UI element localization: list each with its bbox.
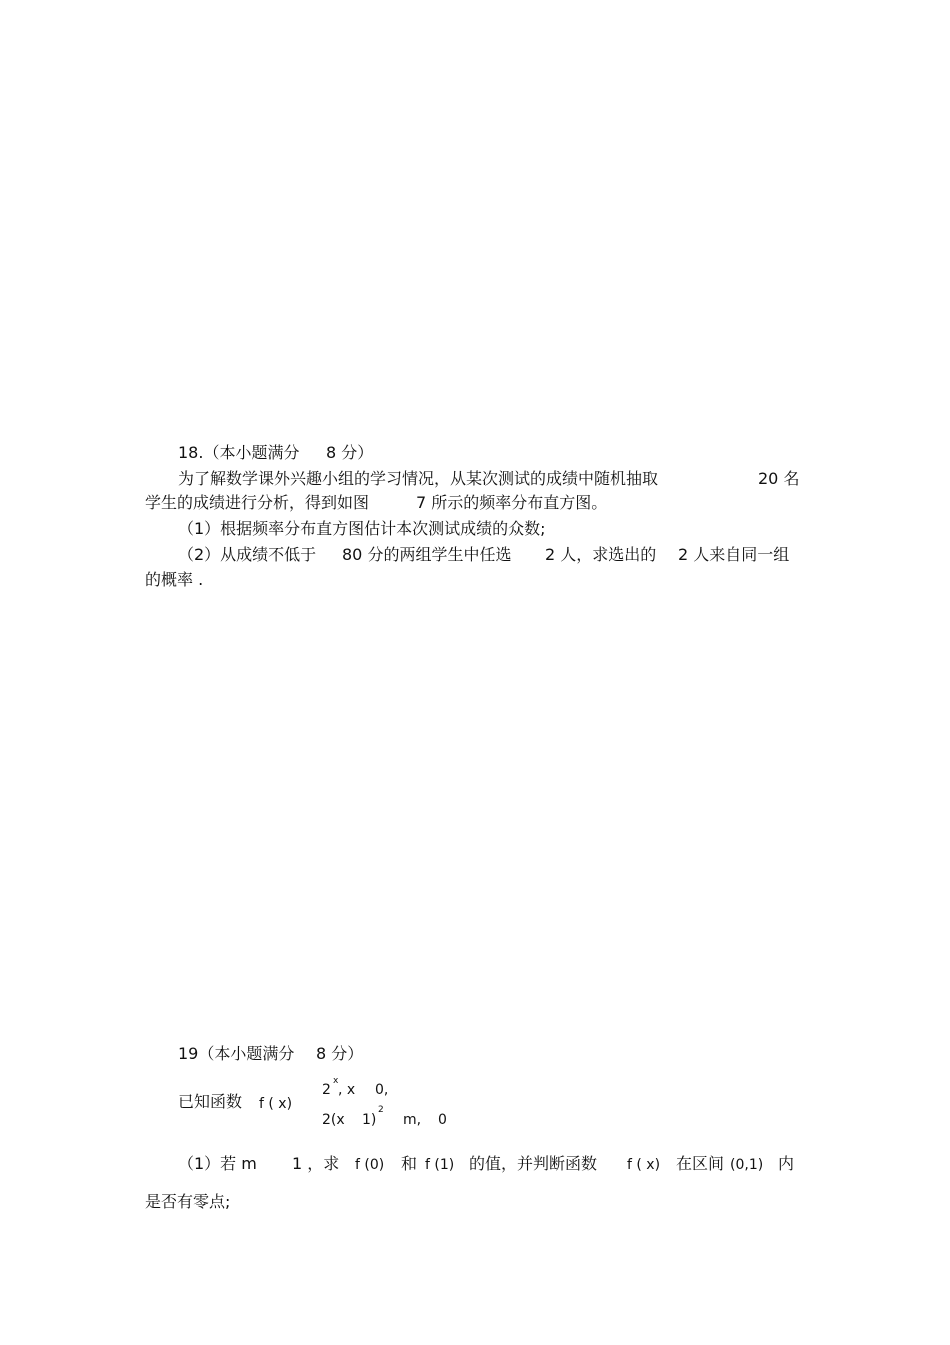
case2-b: 1) <box>362 1112 377 1128</box>
case2-exponent: 2 <box>378 1105 384 1115</box>
q18-part2-e: 的概率 . <box>145 570 204 589</box>
q18-part2-d: 2 人来自同一组 <box>678 545 790 564</box>
case1-exponent: x <box>333 1076 339 1086</box>
case2-c: m, <box>403 1112 422 1128</box>
case1-base: 2 <box>322 1082 331 1098</box>
q18-intro-line2: 学生的成绩进行分析，得到如图 <box>145 493 370 512</box>
q18-header: 18.（本小题满分 <box>178 443 300 462</box>
case1-condition: 0, <box>375 1082 389 1098</box>
q18-part2-a: （2）从成绩不低于 <box>178 545 317 564</box>
q19-part1-f: 的值，并判断函数 <box>469 1154 598 1173</box>
q19-part1-c: f (0) <box>355 1157 385 1173</box>
q19-part1-e: f (1) <box>425 1157 455 1173</box>
q18-score: 8 分） <box>326 443 374 462</box>
case1-var: , x <box>338 1082 356 1098</box>
case2-a: 2(x <box>322 1112 345 1128</box>
q19-part1-k: 是否有零点; <box>145 1192 231 1211</box>
q18-figure-ref: 7 所示的频率分布直方图。 <box>416 493 608 512</box>
q19-part1-i: (0,1) <box>730 1157 764 1173</box>
q19-header: 19（本小题满分 <box>178 1044 295 1063</box>
q19-part1-g: f ( x) <box>627 1157 661 1173</box>
q19-score: 8 分） <box>316 1044 364 1063</box>
q18-sample-size: 20 名 <box>758 469 800 488</box>
q18-part2-b: 80 分的两组学生中任选 <box>342 545 512 564</box>
case2-condition: 0 <box>438 1112 447 1128</box>
q19-part1-d: 和 <box>401 1154 418 1173</box>
q19-part1-a: （1）若 m <box>178 1154 257 1173</box>
q19-part1-b: 1 ，求 <box>292 1154 340 1173</box>
q19-part1-h: 在区间 <box>676 1154 725 1173</box>
q18-part2-c: 2 人，求选出的 <box>545 545 657 564</box>
q18-intro-line1: 为了解数学课外兴趣小组的学习情况，从某次测试的成绩中随机抽取 <box>178 469 659 488</box>
q19-fx: f ( x) <box>259 1096 293 1112</box>
q19-part1-j: 内 <box>778 1154 795 1173</box>
q18-part1: （1）根据频率分布直方图估计本次测试成绩的众数; <box>178 519 546 538</box>
q19-known-function: 已知函数 <box>178 1092 243 1111</box>
